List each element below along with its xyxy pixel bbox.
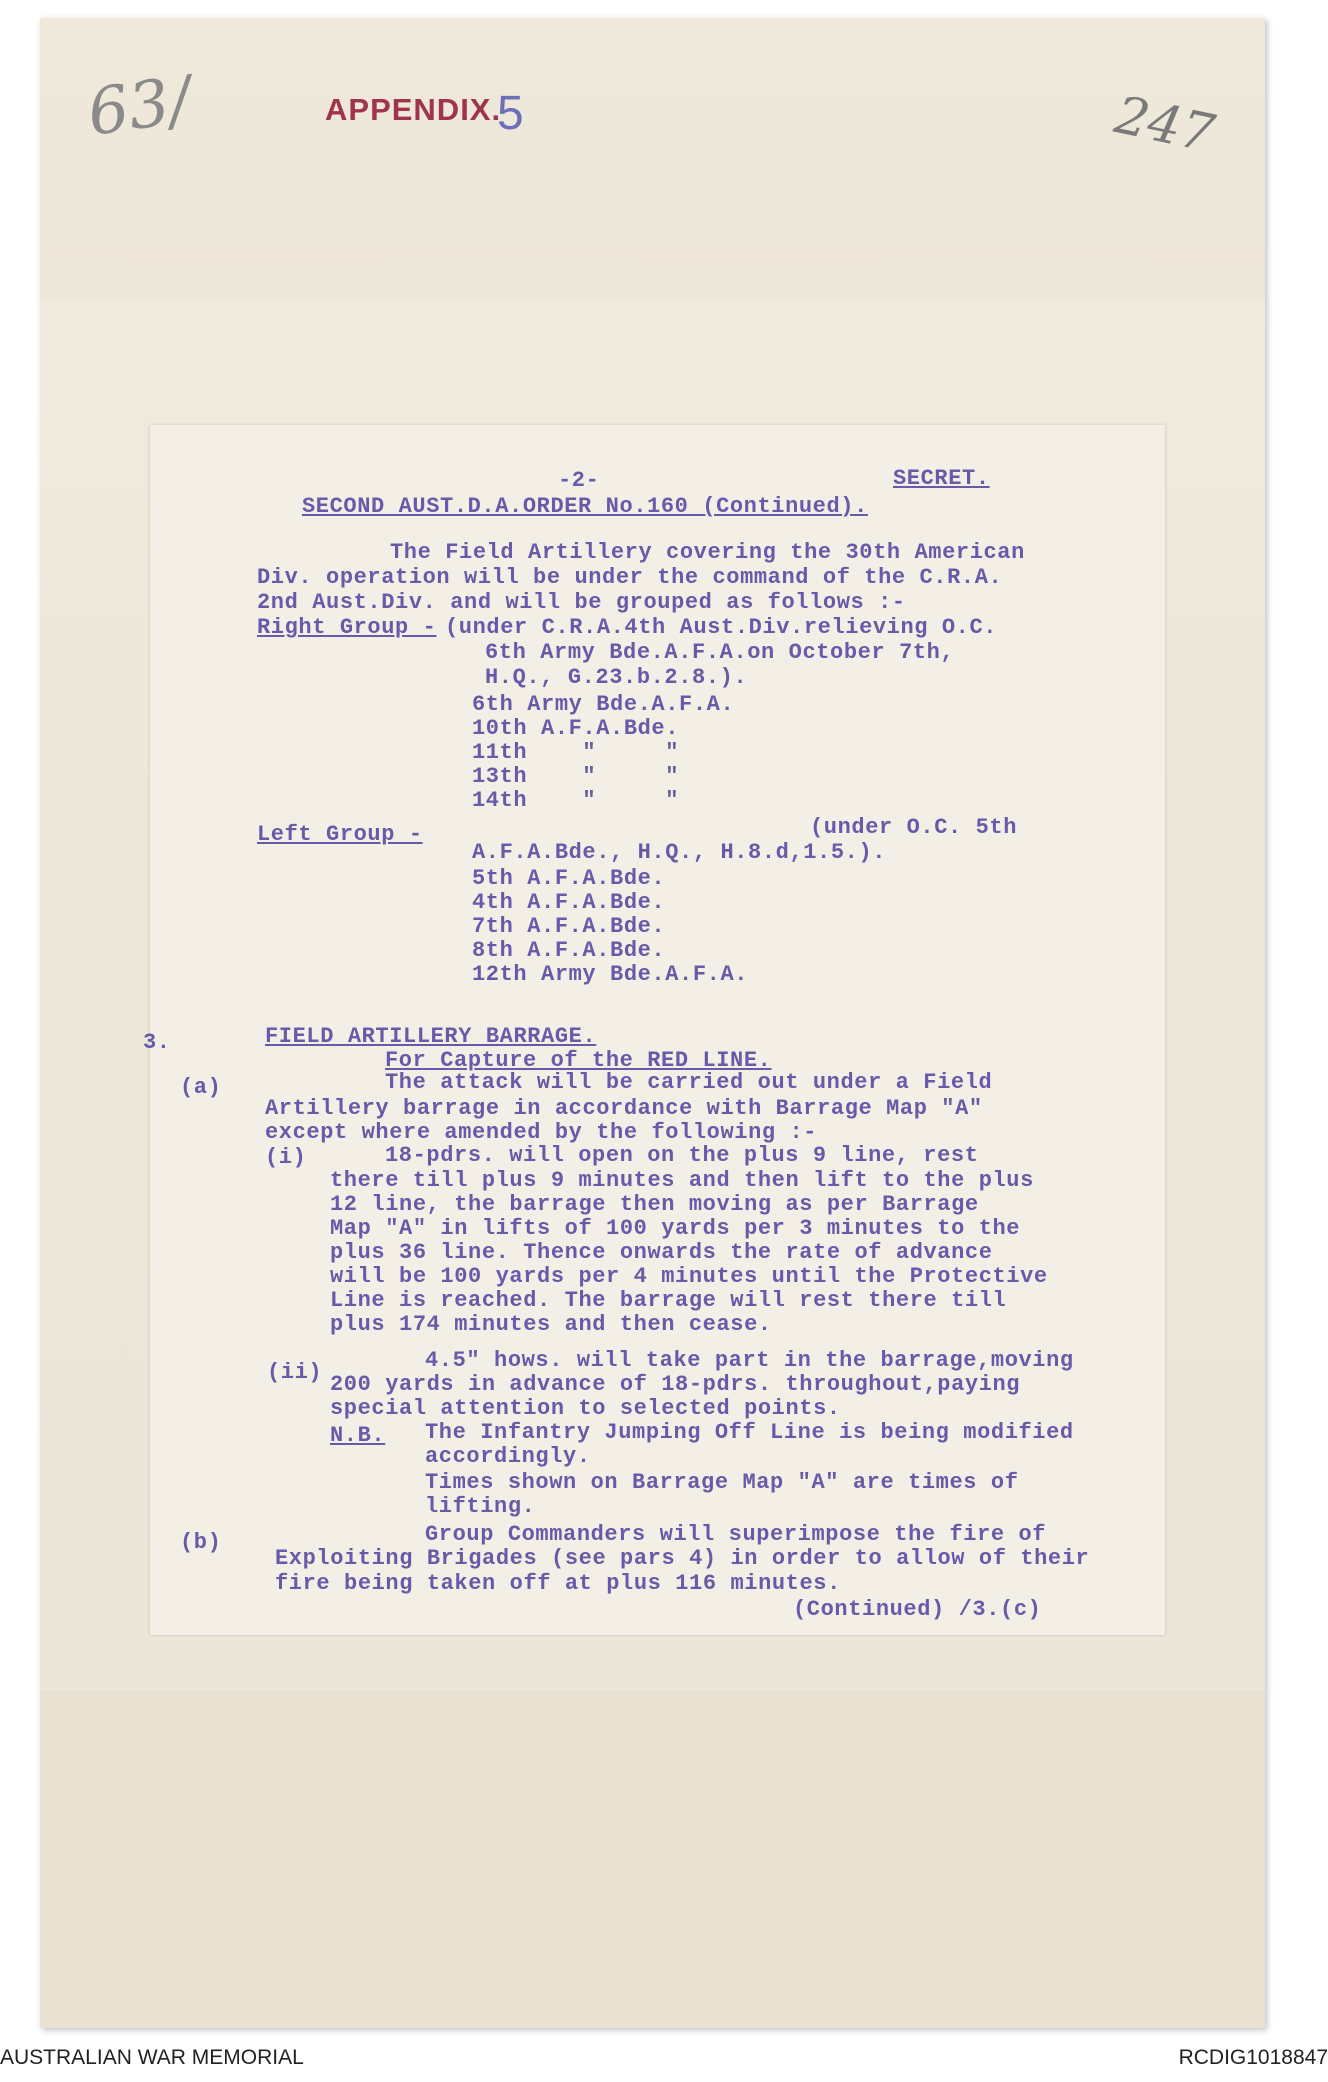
unit-line: 13th " ": [472, 764, 680, 789]
section-number: 3.: [143, 1030, 171, 1055]
body-line: 2nd Aust.Div. and will be grouped as follows :-: [257, 590, 906, 615]
body-line: Div. operation will be under the command of the C.R.A.: [257, 565, 1003, 590]
continued-note: (Continued) /3.(c): [793, 1597, 1042, 1622]
paragraph-label: (i): [265, 1145, 307, 1170]
body-line: special attention to selected points.: [330, 1396, 841, 1421]
body-line: 6th Army Bde.A.F.A.on October 7th,: [485, 640, 955, 665]
footer-source: AUSTRALIAN WAR MEMORIAL: [0, 2046, 304, 2069]
unit-line: 8th A.F.A.Bde.: [472, 938, 666, 963]
footer-id: RCDIG1018847: [1178, 2046, 1328, 2069]
body-line: plus 36 line. Thence onwards the rate of advance: [330, 1240, 993, 1265]
body-line: (under O.C. 5th: [810, 815, 1018, 840]
body-line: there till plus 9 minutes and then lift to the plus: [330, 1168, 1034, 1193]
order-title: SECOND AUST.D.A.ORDER No.160 (Continued).: [302, 494, 868, 519]
body-line: except where amended by the following :-: [265, 1120, 818, 1145]
body-line: Group Commanders will superimpose the fire of: [425, 1522, 1047, 1547]
body-line: H.Q., G.23.b.2.8.).: [485, 665, 748, 690]
body-line: plus 174 minutes and then cease.: [330, 1312, 772, 1337]
paragraph-label: (ii): [267, 1360, 323, 1385]
page-number: -2-: [558, 468, 600, 493]
paragraph-label: (b): [180, 1530, 222, 1555]
body-line: (under C.R.A.4th Aust.Div.relieving O.C.: [445, 615, 998, 640]
body-line: Line is reached. The barrage will rest there till: [330, 1288, 1007, 1313]
body-line: lifting.: [425, 1494, 536, 1519]
body-line: 200 yards in advance of 18-pdrs. throughout,paying: [330, 1372, 1021, 1397]
body-line: accordingly.: [425, 1444, 591, 1469]
unit-line: 5th A.F.A.Bde.: [472, 866, 666, 891]
unit-line: 7th A.F.A.Bde.: [472, 914, 666, 939]
body-line: 12 line, the barrage then moving as per Barrage: [330, 1192, 979, 1217]
folio-number-left: 63/: [83, 63, 196, 151]
body-line: Map "A" in lifts of 100 yards per 3 minutes to the: [330, 1216, 1021, 1241]
section-subheading: For Capture of the RED LINE.: [385, 1048, 772, 1073]
body-line: Artillery barrage in accordance with Barrage Map "A": [265, 1096, 983, 1121]
unit-line: 14th " ": [472, 788, 680, 813]
section-heading: FIELD ARTILLERY BARRAGE.: [265, 1024, 597, 1049]
folio-number-right: 247: [1109, 85, 1220, 165]
paragraph-label: (a): [180, 1075, 222, 1100]
unit-line: 4th A.F.A.Bde.: [472, 890, 666, 915]
body-line: A.F.A.Bde., H.Q., H.8.d,1.5.).: [472, 840, 887, 865]
body-line: fire being taken off at plus 116 minutes.: [275, 1571, 841, 1596]
unit-line: 10th A.F.A.Bde.: [472, 716, 680, 741]
nb-label: N.B.: [330, 1423, 386, 1448]
body-line: 4.5" hows. will take part in the barrage,moving: [425, 1348, 1074, 1373]
body-line: Times shown on Barrage Map "A" are times of: [425, 1470, 1019, 1495]
right-group-label: Right Group -: [257, 615, 437, 640]
unit-line: 6th Army Bde.A.F.A.: [472, 692, 735, 717]
unit-line: 11th " ": [472, 740, 680, 765]
left-group-label: Left Group -: [257, 822, 423, 847]
appendix-number: 5: [497, 87, 524, 140]
unit-line: 12th Army Bde.A.F.A.: [472, 962, 749, 987]
body-line: Exploiting Brigades (see pars 4) in order to allow of their: [275, 1546, 1090, 1571]
classification: SECRET.: [893, 466, 990, 491]
appendix-stamp: APPENDIX.: [325, 92, 502, 127]
body-line: will be 100 yards per 4 minutes until the Protective: [330, 1264, 1048, 1289]
body-line: The attack will be carried out under a Field: [385, 1070, 993, 1095]
body-line: The Field Artillery covering the 30th American: [390, 540, 1025, 565]
body-line: 18-pdrs. will open on the plus 9 line, rest: [385, 1143, 979, 1168]
body-line: The Infantry Jumping Off Line is being modified: [425, 1420, 1074, 1445]
